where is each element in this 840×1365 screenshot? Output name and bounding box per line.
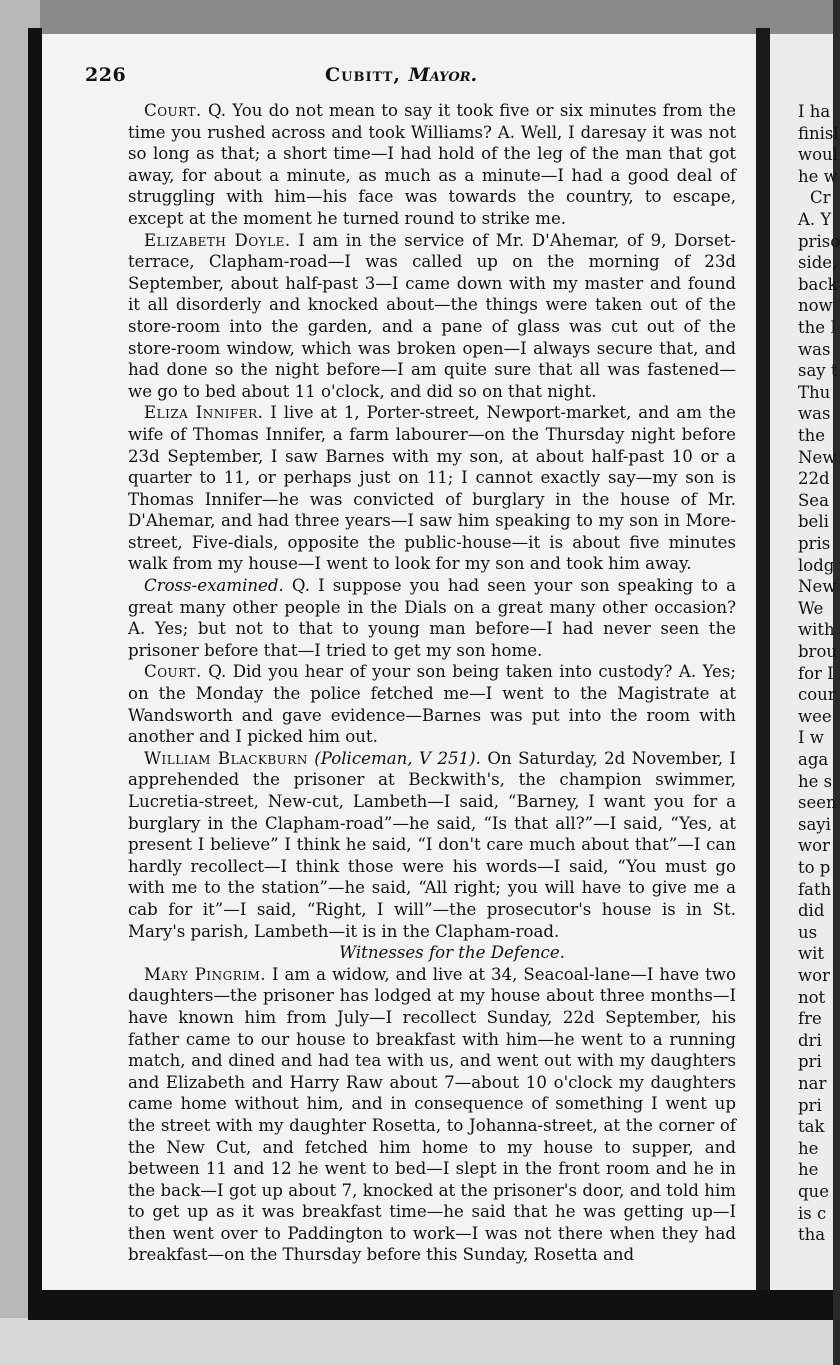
book-binding-edge <box>28 28 42 1298</box>
right-page-line-fragment: aga <box>798 750 829 769</box>
speaker-role: (Policeman, V 251). <box>307 748 481 768</box>
right-page-line-fragment: not <box>798 987 826 1007</box>
speaker-name: Court. <box>144 101 202 120</box>
right-page-line-fragment: que <box>798 1182 829 1201</box>
testimony-text: Q. Did you hear of your son being taken into custody? A. Yes; on the Monday the police fetched me—I went to the Magistrate at Wandsworth and gave evidence—Barnes was put into the room with another and I picked him out. <box>128 662 736 747</box>
testimony-text: I live at 1, Porter-street, Newport-market, and am the wife of Thomas Innifer, a farm labourer—on the Thursday night before 23d September, I saw Barnes with my son, at about half-past 10 or a quarter to 11, or perhaps just on 11; I cannot exactly say—my son is Thomas Innifer—he was convicted of burglary in the house of Mr. D'Ahemar, and had three years—I saw him speaking to my son in More-street, Five-dials, opposite the public-house—it is about five minutes walk from my house—I went to look for my son and took him away. <box>128 403 736 574</box>
testimony-text: Q. You do not mean to say it took five or six minutes from the time you rushed across and took Williams? A. Well, I daresay it was not so long as that; a short time—I had hold of the leg of the man that got away, for about a minute, as much as a minute—I had a good deal of struggling with him—his face was towards the country, to escape, except at the moment he turned round to strike me. <box>128 101 736 228</box>
right-page-line-fragment: say t <box>798 361 838 381</box>
testimony-paragraph <box>128 575 736 661</box>
right-page-line-fragment: Cr <box>810 188 831 208</box>
running-head-title: Mayor. <box>408 64 478 86</box>
right-page-line-fragment: pris <box>798 534 831 553</box>
right-page-line-fragment: pri <box>798 1095 822 1115</box>
right-page-line-fragment: tha <box>798 1225 826 1245</box>
right-page-line-fragment: he s <box>798 771 833 791</box>
right-page-line-fragment: cour <box>798 685 836 705</box>
scan-border-top <box>0 0 833 34</box>
right-page-line-fragment: dri <box>798 1030 822 1050</box>
right-page-line-fragment: to p <box>798 858 831 877</box>
testimony-text: I am a widow, and live at 34, Seacoal-lane—I have two daughters—the prisoner has lodged at my house about three months—I have known him from July—I recollect Sunday, 22d September, his father came to our house to breakfast with him—he went to a running match, and dined and had tea with us, and went out with my daughters and Elizabeth and Harry Raw about 7—about 10 o'clock my daughters came home without him, and in consequence of something I went up the street with my daughter Rosetta, to Johanna-street, at the corner of the New Cut, and fetched him home to my house to supper, and between 11 and 12 he went to bed—I slept in the front room and he in the back—I got up about 7, knocked at the prisoner's door, and told him to get up as it was breakfast time—he said that he was getting up—I then went over to Paddington to work—I was not there when they had breakfast—on the Thursday before this Sunday, Rosetta and <box>128 964 736 1265</box>
testimony-paragraph <box>128 661 736 747</box>
right-page-line-fragment: beli <box>798 512 829 532</box>
right-page-line-fragment: Sea <box>798 490 829 510</box>
right-page-line-fragment: Thu <box>798 382 831 402</box>
right-page-line-fragment: was <box>798 404 831 424</box>
speaker-name: Mary Pingrim. <box>144 964 267 984</box>
right-page-line-fragment: nar <box>798 1074 827 1093</box>
speaker-name: William Blackburn <box>144 748 308 768</box>
right-page-line-fragment: finisl <box>798 123 839 143</box>
right-page-line-fragment: with <box>798 620 835 640</box>
right-page-line-fragment: wor <box>798 966 830 985</box>
right-page-line-fragment: the <box>798 426 826 445</box>
right-page-line-fragment: wor <box>798 836 830 856</box>
right-page-line-fragment: the I <box>798 318 837 337</box>
right-page-line-fragment: 22d <box>798 469 830 489</box>
right-page-line-fragment: fath <box>798 879 832 899</box>
testimony-paragraph <box>128 748 736 942</box>
right-page-line-fragment: he <box>798 1138 819 1158</box>
testimony-paragraph <box>128 964 736 1266</box>
right-page-line-fragment: New <box>798 577 837 597</box>
page-number: 226 <box>85 64 127 86</box>
right-page-line-fragment: tak <box>798 1117 825 1137</box>
right-page-line-fragment: We <box>798 598 824 618</box>
speaker-name: Eliza Innifer. <box>144 403 264 423</box>
right-page-line-fragment: side, <box>798 253 838 273</box>
right-page-line-fragment: lodg <box>798 555 835 575</box>
speaker-name: Elizabeth Doyle. <box>144 230 291 250</box>
right-page-line-fragment: fre <box>798 1009 822 1029</box>
right-page-line-fragment: I ha <box>798 102 831 121</box>
right-page-line-fragment: he w <box>798 166 838 186</box>
testimony-text: On Saturday, 2d November, I apprehended the prisoner at Beckwith's, the champion swimmer, Lucretia-street, New-cut, Lambeth—I said, “Barney, I want you for a burglary in the Clapham-road”—he said, “Is that all?”—I said, “Yes, at present I believe” I think he said, “I don't care much about that”—I can hardly recollect—I think those were his words—I said, “You must go with me to the station”—he said, “All right; you will have to give me a cab for it”—I said, “Right, I will”—the prosecutor's house is in St. Mary's parish, Lambeth—it is in the Clapham-road. <box>128 748 736 941</box>
right-page-line-fragment: priso <box>798 231 840 251</box>
right-page-line-fragment: us <box>798 922 818 942</box>
testimony-paragraph <box>128 230 736 403</box>
book-page-right-edge <box>770 34 840 1290</box>
right-page-line-fragment: brou <box>798 642 838 661</box>
right-page-line-fragment: now <box>798 296 833 316</box>
running-head <box>325 64 477 86</box>
right-page-line-fragment: for I <box>798 663 834 683</box>
right-page-line-fragment: did <box>798 901 825 921</box>
speaker-name: Cross-examined. <box>144 576 284 596</box>
right-page-line-fragment: I w <box>798 728 824 748</box>
right-page-line-fragment: sayi <box>798 814 831 834</box>
testimony-paragraph <box>128 402 736 575</box>
right-page-line-fragment: A. Y <box>798 210 832 229</box>
right-page-line-fragment: wit <box>798 944 825 964</box>
book-bottom-edge <box>28 1290 833 1320</box>
trial-transcript-body <box>128 100 736 1266</box>
page-gutter-shadow <box>756 28 770 1298</box>
testimony-text: Q. I suppose you had seen your son speaking to a great many other people in the Dials on a great many other occasion? A. Yes; but not to that to young man before—I had never seen the prisoner before that—I tried to get my son home. <box>128 576 736 660</box>
section-heading: Witnesses for the Defence. <box>339 943 565 963</box>
testimony-paragraph <box>128 100 736 230</box>
right-page-line-fragment: was <box>798 339 831 359</box>
page-header <box>85 64 690 90</box>
right-page-line-fragment: back <box>798 274 838 294</box>
right-page-line-fragment: he <box>798 1160 819 1180</box>
right-page-line-fragment: seen <box>798 793 837 813</box>
running-head-name: Cubitt, <box>325 64 402 86</box>
right-page-line-fragment: woul <box>798 145 838 165</box>
scan-border-bottom <box>0 1318 833 1365</box>
right-page-line-fragment: New <box>798 447 837 467</box>
right-page-line-fragment: pri <box>798 1052 822 1072</box>
right-page-line-fragment: is c <box>798 1203 827 1223</box>
right-page-line-fragment: wee <box>798 706 832 726</box>
speaker-name: Court. <box>144 662 202 682</box>
testimony-text: I am in the service of Mr. D'Ahemar, of 9, Dorset-terrace, Clapham-road—I was called up on the morning of 23d September, about half-past 3—I came down with my master and found it all disorderly and knocked about—the things were taken out of the store-room into the garden, and a pane of glass was cut out of the store-room window, which was broken open—I always secure that, and had done so the night before—I am quite sure that all was fastened—we go to bed about 11 o'clock, and did so on that night. <box>128 230 736 401</box>
